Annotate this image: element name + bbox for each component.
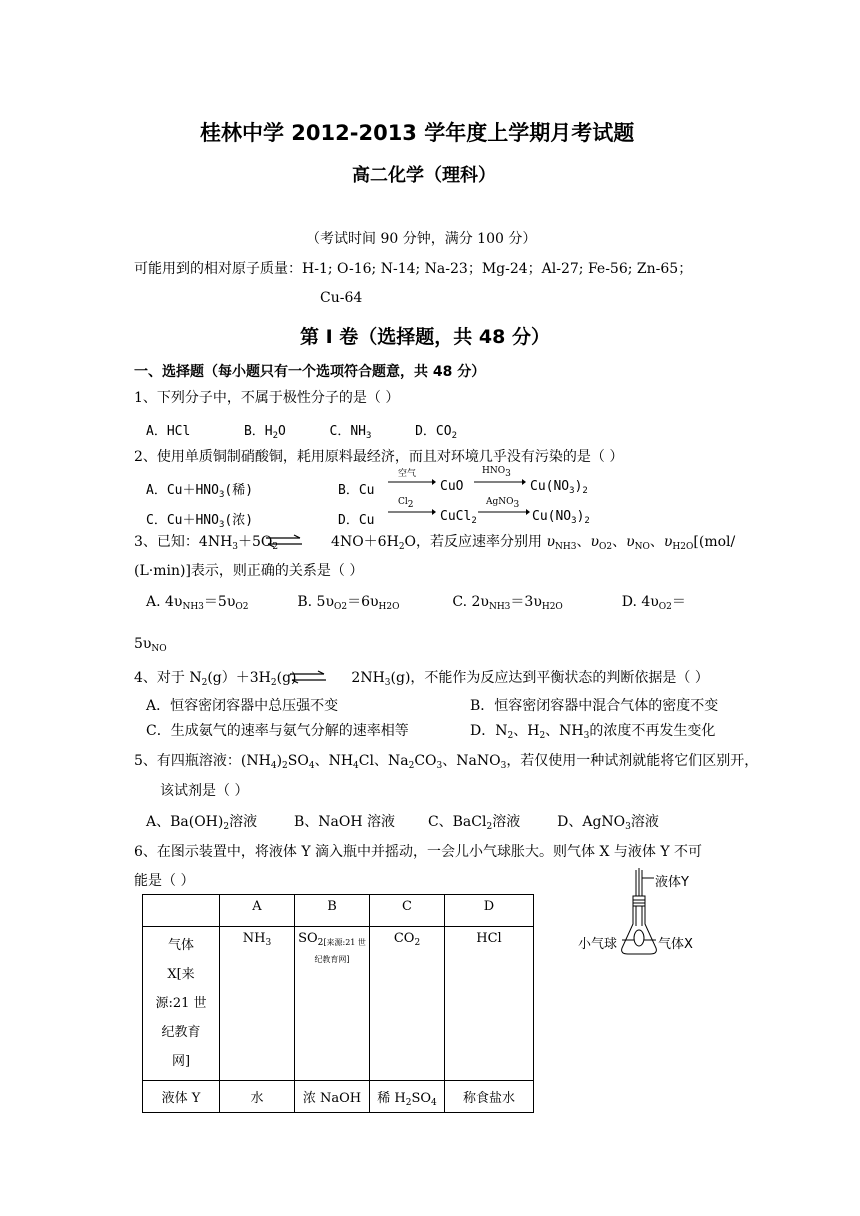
q2-b-arrow1 [388, 478, 436, 486]
q2-option-b: B．Cu [338, 483, 375, 498]
cell-gas-b: $SO_{2[来源:21 世}$ 纪教育网] [295, 927, 370, 1081]
exam-title: 桂林中学 2012-2013 学年度上学期月考试题 [200, 121, 635, 145]
q4-option-a: A．恒容密闭容器中总压强不变 [146, 698, 339, 714]
exam-info: （考试时间 90 分钟，满分 100 分） [306, 231, 537, 247]
q2-d-arrow2 [478, 508, 530, 516]
table-header-cell: C [370, 895, 445, 927]
q3-option-b: B. $5\upsilon_{O2}=6\upsilon_{H2O}$ [297, 594, 400, 612]
cell-gas-d: HCl [445, 927, 534, 1081]
q3-option-c: C. $2\upsilon_{NH3}=3\upsilon_{H2O}$ [452, 594, 563, 612]
q5-options [146, 813, 659, 831]
q5-option-b: B、NaOH 溶液 [294, 814, 396, 830]
q2-b-arrow1-label: 空气 [398, 469, 417, 479]
exam-subtitle: 高二化学（理科） [352, 165, 496, 186]
q3-equilibrium-arrow [264, 534, 304, 548]
q2-b-mid: CuO [440, 479, 464, 494]
q2-option-c: C．$Cu+HNO_3$(浓) [146, 513, 254, 530]
q2-d-end: $Cu(NO_3)_2$ [532, 509, 590, 526]
q5-option-a: A、$Ba(OH)_2$溶液 [146, 814, 258, 832]
q5-stem: 5、有四瓶溶液：$(NH_4)_2SO_4$、$NH_4Cl$、$Na_2CO_3$、NaNO$_3$，若仅使用一种试剂就能将它们区别开， [134, 753, 759, 771]
q4-option-c: C．生成氨气的速率与氨气分解的速率相等 [146, 723, 409, 739]
q2-b-arrow2 [474, 478, 526, 486]
table-row [143, 1081, 534, 1113]
table-header-cell [143, 895, 220, 927]
q5-option-c: C、BaCl$_2$溶液 [427, 814, 521, 832]
q2-d-arrow1-label: $Cl_2$ [398, 497, 414, 510]
q4-option-d: D．$N_2$、$H_2$、$NH_3$的浓度不再发生变化 [470, 723, 716, 741]
cell-gas-c: $CO_2$ [370, 927, 445, 1081]
table-header-cell: B [295, 895, 370, 927]
q3-options [146, 593, 686, 611]
figure-label-gas: 气体X [658, 937, 693, 952]
q2-stem: 2、使用单质铜制硝酸铜，耗用原料最经济，而且对环境几乎没有污染的是（ ） [134, 449, 624, 465]
q5-line2: 该试剂是（ ） [160, 783, 249, 799]
q1-stem: 1、下列分子中，不属于极性分子的是（ ） [134, 390, 400, 406]
q1-option-b: B．$H_2O$ [243, 424, 286, 441]
q3-stem: 3、已知：$4NH_3+5O_2$ $4NO+6H_2O$，若反应速率分别用 $\upsilon_{NH3}$、$\upsilon_{O2}$、$\upsilon_{NO}$、$\upsilon_{H2O}[(mol/$ [134, 534, 736, 552]
q5-option-d: D、AgNO$_3$溶液 [557, 814, 659, 832]
q1-option-d: D．$CO_2$ [415, 424, 457, 441]
q2-b-end: $Cu(NO_3)_2$ [530, 479, 588, 496]
q6-stem: 6、在图示装置中，将液体 Y 滴入瓶中并摇动，一会儿小气球胀大。则气体 X 与液体 Y 不可 [134, 844, 703, 860]
cell-liquid-b: 浓 NaOH [295, 1081, 370, 1113]
q3-option-d-cont: $5\upsilon_{NO}$ [134, 636, 167, 654]
q2-d-mid: CuCl$_2$ [440, 509, 477, 526]
q1-option-a: A．HCl [146, 424, 191, 439]
q3-option-a: A. $4\upsilon_{NH3}=5\upsilon_{O2}$ [146, 594, 249, 612]
row-label-gas: 气体 X[来 源:21 世 纪教育 网] [143, 927, 220, 1081]
q1-option-c: C．$NH_3$ [329, 424, 372, 441]
q6-line2: 能是（ ） [134, 873, 195, 889]
table-header-cell: D [445, 895, 534, 927]
cell-gas-a: $NH_3$ [220, 927, 295, 1081]
row-label-liquid: 液体 Y [143, 1081, 220, 1113]
q3-line2: (L·min)]表示，则正确的关系是（ ） [134, 563, 364, 579]
section-title: 第 I 卷（选择题，共 48 分） [300, 326, 550, 348]
q4-stem: 4、对于 $N_2(g)+3H_2(g)$ $2NH_3(g)$，不能作为反应达到平衡状态的判断依据是（ ） [134, 670, 709, 688]
q4-option-b: B．恒容密闭容器中混合气体的密度不变 [470, 698, 719, 714]
atomic-masses: 可能用到的相对原子质量：H-1; O-16; N-14; Na-23；Mg-24；Al-27; Fe-56; Zn-65； [134, 261, 693, 277]
section-instruction: 一、选择题（每小题只有一个选项符合题意，共 48 分） [134, 364, 486, 380]
q2-d-arrow2-label: AgNO$_3$ [486, 497, 520, 510]
cell-liquid-c: 稀 $H_2SO_4$ [370, 1081, 445, 1113]
q2-option-d: D．Cu [338, 513, 375, 528]
figure-label-balloon: 小气球 [578, 937, 618, 952]
cell-liquid-a: 水 [220, 1081, 295, 1113]
atomic-masses-cont: Cu-64 [320, 290, 363, 306]
table-header-cell: A [220, 895, 295, 927]
table-row [143, 927, 534, 1081]
cell-liquid-d: 称食盐水 [445, 1081, 534, 1113]
q4-equilibrium-arrow [288, 670, 328, 684]
q6-table [142, 894, 534, 1113]
q2-b-arrow2-label: $HNO_3$ [482, 466, 511, 479]
table-header-row [143, 895, 534, 927]
figure-label-liquid: 液体Y [655, 875, 689, 890]
q3-option-d: D. $4\upsilon_{O2}=$ [621, 594, 686, 612]
q2-d-arrow1 [388, 508, 436, 516]
q1-options [146, 420, 457, 439]
q2-option-a: A．$Cu+HNO_3$(稀) [146, 483, 254, 500]
